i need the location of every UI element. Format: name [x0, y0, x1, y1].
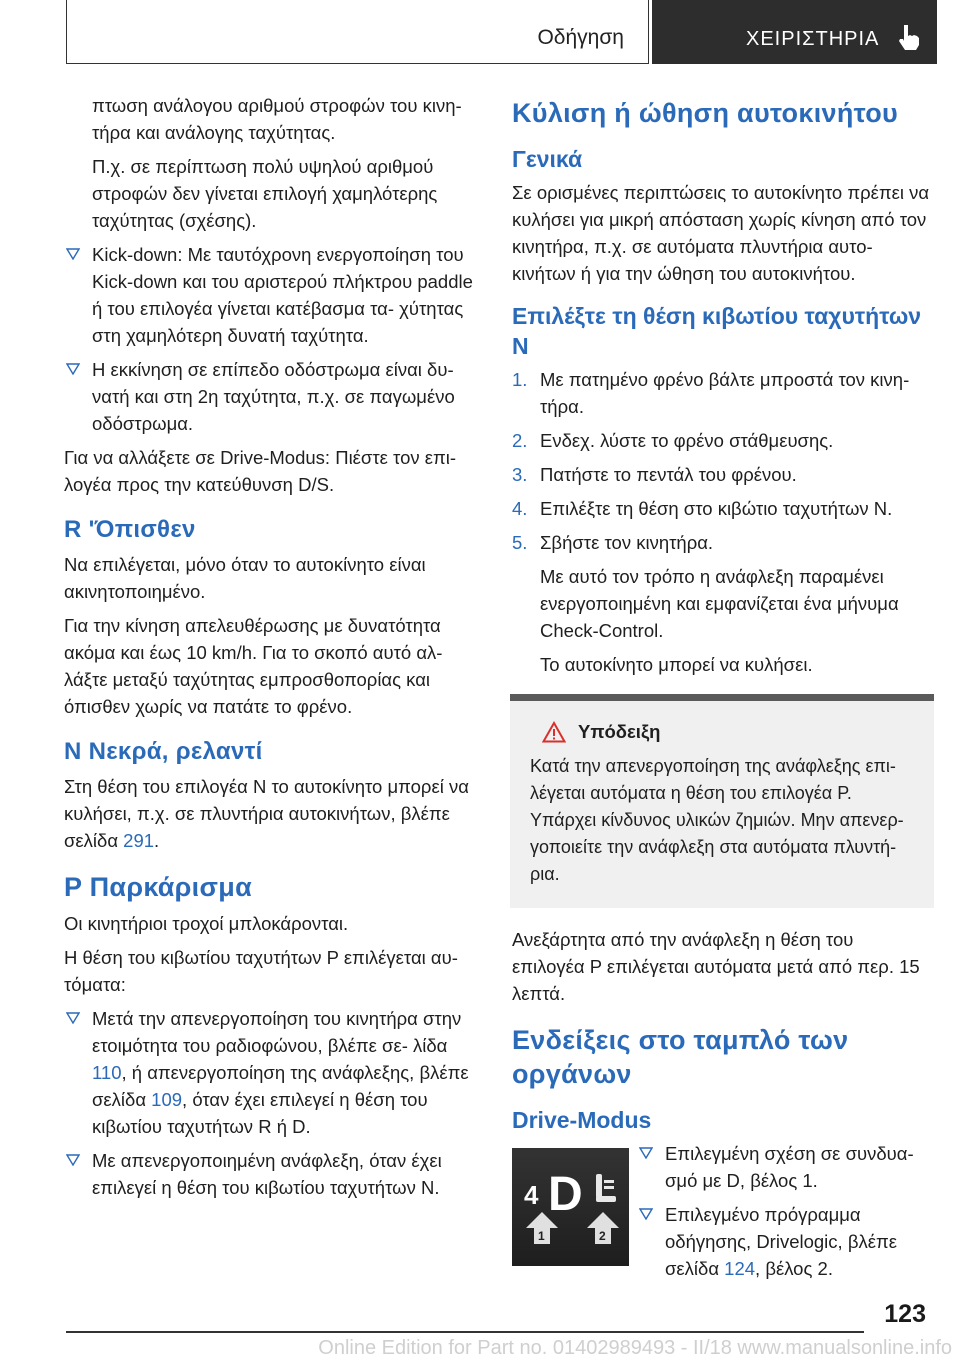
list-item-text: Επιλεγμένη σχέση σε συνδυα- σμό με D, βέλος 1. — [665, 1143, 914, 1191]
text: Επιλεγμένο πρόγραμμα οδήγησης, Drivelogic, βλέπε σελίδα — [665, 1204, 897, 1279]
page-link-110[interactable]: 110 — [92, 1062, 122, 1083]
list-item — [64, 241, 479, 349]
step-item — [512, 529, 930, 556]
text: Μετά την απενεργοποίηση του κινητήρα στην ετοιμότητα του ραδιοφώνου, βλέπε σε- λίδα — [92, 1008, 462, 1056]
list-item-text: Η εκκίνηση σε επίπεδο οδόστρωμα είναι δυ- νατή και στη 2η ταχύτητα, π.χ. σε παγωμένο οδόστρωμα. — [92, 359, 455, 434]
page-number: 123 — [884, 1300, 926, 1328]
heading-indicators: Ενδείξεις στο ταμπλό των οργάνων — [512, 1025, 849, 1089]
step-item — [512, 366, 930, 420]
triangle-bullet-icon — [66, 1012, 80, 1024]
section-title: Οδήγηση — [537, 26, 624, 49]
step-text: Σβήστε τον κινητήρα. — [540, 532, 714, 553]
hand-pointer-icon — [896, 22, 924, 52]
list-item — [64, 356, 479, 437]
triangle-bullet-icon — [639, 1208, 653, 1220]
paragraph: Να επιλέγεται, μόνο όταν το αυτοκίνητο είναι ακινητοποιημένο. — [64, 554, 426, 602]
paragraph: Σε ορισμένες περιπτώσεις το αυτοκίνητο πρέπει να κυλήσει για μικρή απόσταση χωρίς κίνηση από τον κινητήρα, π.χ. σε αυτόματα πλυντήρια αυτο- κινήτων ή για την ώθηση του αυτοκινήτου. — [512, 182, 930, 284]
chapter-tab-label: ΧΕΙΡΙΣΤΗΡΙΑ — [746, 28, 880, 50]
triangle-bullet-icon — [66, 1154, 80, 1166]
triangle-bullet-icon — [66, 248, 80, 260]
heading-reverse: R 'Όπισθεν — [64, 516, 196, 543]
heading-neutral: N Νεκρά, ρελαντί — [64, 738, 263, 765]
step-number: 1. — [512, 369, 528, 390]
paragraph: Για την κίνηση απελευθέρωσης με δυνατότητα ακόμα και έως 10 km/h. Για το σκοπό αυτό αλ- λάξτε μεταξύ ταχύτητας εμπροσθοπορίας και όπισθεν χωρίς να πατάτε το φρένο. — [64, 615, 443, 717]
heading-general: Γενικά — [512, 146, 583, 172]
list-item-text: Kick-down: Με ταυτόχρονη ενεργοποίηση του Kick-down και του αριστερού πλήκτρου paddle ή του επιλογέα γίνεται κατέβασμα τα- χύτητας στη χαμηλότερη δυνατή ταχύτητα. — [92, 244, 473, 346]
drive-mode-display-icon — [512, 1148, 629, 1266]
paragraph: πτωση ανάλογου αριθμού στροφών του κινη- τήρα και ανάλογης ταχύτητας. — [92, 95, 462, 143]
notice-text: Κατά την απενεργοποίηση της ανάφλεξης επι- λέγεται αυτόματα η θέση του επιλογέα P. Υπάρχει κίνδυνος υλικών ζημιών. Μην απενερ- γοποιείτε την ανάφλεξη στα αυτόματα πλυντή- ρια. — [530, 756, 904, 884]
heading-park: P Παρκάρισμα — [64, 872, 252, 902]
step-text: Με πατημένο φρένο βάλτε μπροστά τον κινη- τήρα. — [540, 369, 910, 417]
arrow-1-label: 1 — [538, 1229, 545, 1243]
text: . — [154, 830, 160, 851]
notice-title — [530, 721, 916, 749]
drive-mode-text: D — [548, 1168, 583, 1221]
gear-number-text: 4 — [524, 1180, 539, 1210]
drive-mode-display-image — [512, 1148, 629, 1266]
right-column — [512, 96, 930, 1280]
page-link-291[interactable]: 291 — [123, 830, 155, 851]
triangle-bullet-icon — [66, 363, 80, 375]
left-column — [64, 92, 479, 1208]
triangle-bullet-icon — [639, 1147, 653, 1159]
step-number: 3. — [512, 464, 528, 485]
notice-box — [510, 694, 934, 908]
heading-drive-mode: Drive-Modus — [512, 1107, 652, 1133]
page-link-124[interactable]: 124 — [724, 1258, 756, 1279]
list-item — [64, 1147, 479, 1201]
text: , βέλος 2. — [755, 1258, 833, 1279]
header-frame — [66, 0, 649, 64]
footer-watermark: Online Edition for Part no. 01402989493 - II/18 www.manualsonline.info — [318, 1337, 952, 1359]
heading-rolling: Κύλιση ή ώθηση αυτοκινήτου — [512, 98, 899, 128]
paragraph: Η θέση του κιβωτίου ταχυτήτων P επιλέγεται αυ- τόματα: — [64, 947, 458, 995]
drive-mode-section — [512, 1140, 930, 1280]
heading-select-neutral: Επιλέξτε τη θέση κιβωτίου ταχυτήτων N — [512, 303, 922, 359]
text: , ή απενεργοποίηση της ανάφλεξης, βλέπε σελίδα — [92, 1062, 469, 1110]
notice-label: Υπόδειξη — [578, 721, 661, 742]
paragraph: Π.χ. σε περίπτωση πολύ υψηλού αριθμού στροφών δεν γίνεται επιλογή χαμηλότερης ταχύτητας (σχέσης). — [92, 156, 438, 231]
paragraph: Για να αλλάξετε σε Drive-Modus: Πιέστε τον επι- λογέα προς την κατεύθυνση D/S. — [64, 447, 457, 495]
list-item — [637, 1201, 930, 1282]
chapter-tab[interactable] — [652, 0, 937, 64]
step-number: 4. — [512, 498, 528, 519]
step-item — [512, 427, 930, 454]
step-item — [512, 495, 930, 522]
warning-triangle-icon — [542, 721, 566, 743]
list-item — [637, 1140, 930, 1194]
drive-mode-list — [637, 1140, 930, 1289]
footer — [0, 1331, 960, 1362]
text: , όταν έχει επιλεγεί η θέση του κιβωτίου ταχυτήτων R ή D. — [92, 1089, 428, 1137]
paragraph: Ανεξάρτητα από την ανάφλεξη η θέση του επιλογέα P επιλέγεται αυτόματα μετά από περ. 15 λεπτά. — [512, 929, 920, 1004]
paragraph: Το αυτοκίνητο μπορεί να κυλήσει. — [540, 654, 813, 675]
paragraph: Οι κινητήριοι τροχοί μπλοκάρονται. — [64, 913, 349, 934]
seat-icon — [596, 1174, 616, 1202]
paragraph — [64, 773, 479, 854]
step-number: 2. — [512, 430, 528, 451]
step-text: Επιλέξτε τη θέση στο κιβώτιο ταχυτήτων N. — [540, 498, 893, 519]
arrow-2-label: 2 — [599, 1229, 606, 1243]
step-number: 5. — [512, 532, 528, 553]
step-text: Πατήστε το πεντάλ του φρένου. — [540, 464, 797, 485]
page-link-109[interactable]: 109 — [151, 1089, 183, 1110]
step-text: Ενδεχ. λύστε το φρένο στάθμευσης. — [540, 430, 834, 451]
text: Στη θέση του επιλογέα N το αυτοκίνητο μπορεί να κυλήσει, π.χ. σε πλυντήρια αυτοκινήτων, βλέπε σελίδα — [64, 776, 469, 851]
list-item-text: Με απενεργοποιημένη ανάφλεξη, όταν έχει επιλεγεί η θέση του κιβωτίου ταχυτήτων N. — [92, 1150, 442, 1198]
step-item — [512, 461, 930, 488]
paragraph: Με αυτό τον τρόπο η ανάφλεξη παραμένει ενεργοποιημένη και εμφανίζεται ένα μήνυμα Check-Control. — [540, 566, 899, 641]
list-item — [64, 1005, 479, 1140]
